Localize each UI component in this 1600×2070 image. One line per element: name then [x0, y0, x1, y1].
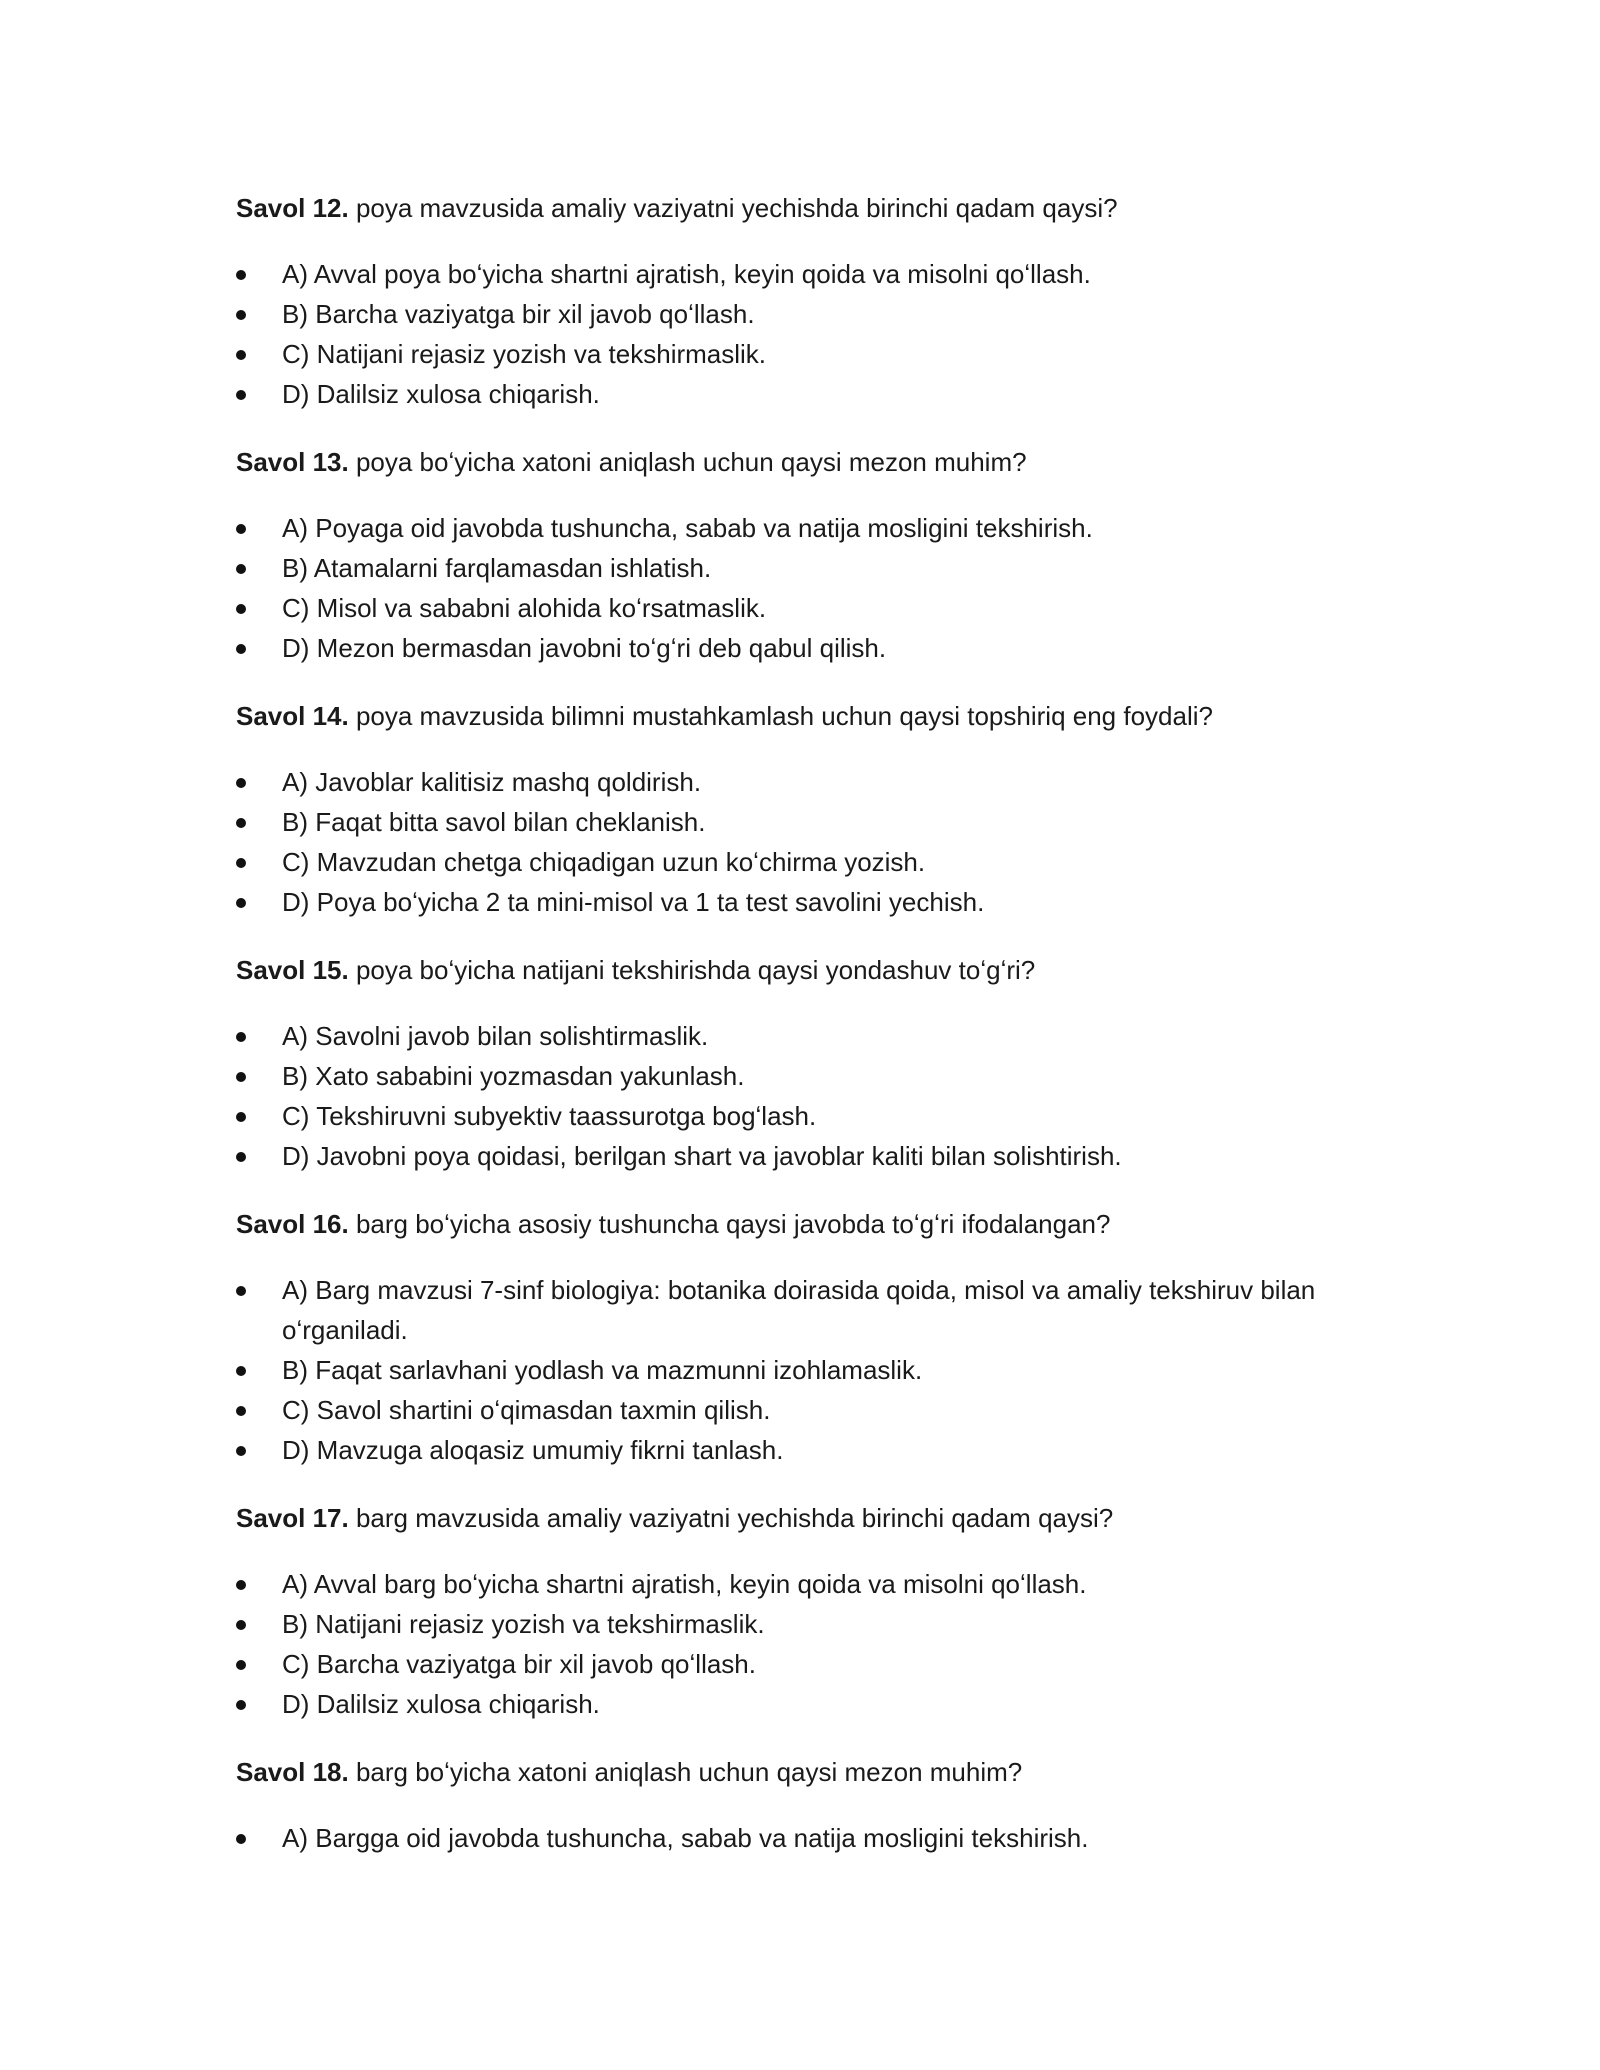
- bullet-icon: [236, 1700, 246, 1710]
- question-13: [236, 442, 1366, 668]
- question-15: [236, 950, 1366, 1176]
- question-text: poya mavzusida amaliy vaziyatni yechishda birinchi qadam qaysi?: [348, 193, 1118, 223]
- answer-list: [236, 1016, 1366, 1176]
- bullet-icon: [236, 270, 246, 280]
- answer-option: [236, 1136, 1366, 1176]
- question-label: Savol 13.: [236, 447, 349, 477]
- bullet-icon: [236, 1032, 246, 1042]
- question-label: Savol 18.: [236, 1757, 349, 1787]
- answer-text: D) Javobni poya qoidasi, berilgan shart va javoblar kaliti bilan solishtirish.: [282, 1141, 1122, 1171]
- question-18: [236, 1752, 1366, 1858]
- bullet-icon: [236, 1660, 246, 1670]
- question-text: barg mavzusida amaliy vaziyatni yechishda birinchi qadam qaysi?: [348, 1503, 1114, 1533]
- answer-option: [236, 374, 1366, 414]
- answer-option: [236, 1056, 1366, 1096]
- bullet-icon: [236, 350, 246, 360]
- answer-option: [236, 1430, 1366, 1470]
- answer-option: [236, 548, 1366, 588]
- answer-text: D) Dalilsiz xulosa chiqarish.: [282, 1689, 600, 1719]
- question-label: Savol 16.: [236, 1209, 349, 1239]
- bullet-icon: [236, 564, 246, 574]
- question-text: poya mavzusida bilimni mustahkamlash uchun qaysi topshiriq eng foydali?: [348, 701, 1213, 731]
- answer-option: [236, 628, 1366, 668]
- bullet-icon: [236, 818, 246, 828]
- question-title: [236, 696, 1366, 736]
- answer-text: B) Xato sababini yozmasdan yakunlash.: [282, 1061, 745, 1091]
- question-text: poya boʻyicha natijani tekshirishda qaysi yondashuv toʻgʻri?: [348, 955, 1036, 985]
- bullet-icon: [236, 1406, 246, 1416]
- answer-option: [236, 334, 1366, 374]
- answer-text: A) Barg mavzusi 7-sinf biologiya: botanika doirasida qoida, misol va amaliy tekshiruv bilan oʻrganiladi.: [282, 1275, 1316, 1345]
- answer-option: [236, 254, 1366, 294]
- bullet-icon: [236, 1620, 246, 1630]
- bullet-icon: [236, 524, 246, 534]
- question-text: barg boʻyicha xatoni aniqlash uchun qaysi mezon muhim?: [348, 1757, 1023, 1787]
- question-16: [236, 1204, 1366, 1470]
- bullet-icon: [236, 1580, 246, 1590]
- answer-option: [236, 1684, 1366, 1724]
- answer-option: [236, 1390, 1366, 1430]
- answer-text: D) Dalilsiz xulosa chiqarish.: [282, 379, 600, 409]
- question-label: Savol 14.: [236, 701, 349, 731]
- answer-text: C) Misol va sababni alohida koʻrsatmaslik.: [282, 593, 767, 623]
- bullet-icon: [236, 1112, 246, 1122]
- question-title: [236, 1752, 1366, 1792]
- answer-option: [236, 508, 1366, 548]
- answer-option: [236, 1096, 1366, 1136]
- bullet-icon: [236, 1072, 246, 1082]
- bullet-icon: [236, 778, 246, 788]
- document-page: [236, 188, 1366, 1886]
- answer-option: [236, 802, 1366, 842]
- answer-list: [236, 1270, 1366, 1470]
- question-12: [236, 188, 1366, 414]
- question-title: [236, 950, 1366, 990]
- answer-text: A) Avval poya boʻyicha shartni ajratish, keyin qoida va misolni qoʻllash.: [282, 259, 1091, 289]
- answer-text: C) Tekshiruvni subyektiv taassurotga bogʻlash.: [282, 1101, 817, 1131]
- question-14: [236, 696, 1366, 922]
- question-title: [236, 1204, 1366, 1244]
- answer-option: [236, 882, 1366, 922]
- answer-text: B) Atamalarni farqlamasdan ishlatish.: [282, 553, 712, 583]
- bullet-icon: [236, 604, 246, 614]
- answer-text: C) Mavzudan chetga chiqadigan uzun koʻchirma yozish.: [282, 847, 926, 877]
- answer-option: [236, 1818, 1366, 1858]
- answer-text: A) Savolni javob bilan solishtirmaslik.: [282, 1021, 709, 1051]
- answer-option: [236, 1270, 1366, 1350]
- answer-list: [236, 1564, 1366, 1724]
- answer-option: [236, 588, 1366, 628]
- answer-list: [236, 254, 1366, 414]
- answer-text: C) Natijani rejasiz yozish va tekshirmaslik.: [282, 339, 767, 369]
- answer-text: B) Faqat bitta savol bilan cheklanish.: [282, 807, 706, 837]
- answer-text: B) Natijani rejasiz yozish va tekshirmaslik.: [282, 1609, 765, 1639]
- answer-list: [236, 508, 1366, 668]
- bullet-icon: [236, 1366, 246, 1376]
- answer-option: [236, 842, 1366, 882]
- answer-option: [236, 1016, 1366, 1056]
- bullet-icon: [236, 1446, 246, 1456]
- question-title: [236, 1498, 1366, 1538]
- answer-text: A) Poyaga oid javobda tushuncha, sabab va natija mosligini tekshirish.: [282, 513, 1093, 543]
- answer-option: [236, 294, 1366, 334]
- question-title: [236, 188, 1366, 228]
- question-text: barg boʻyicha asosiy tushuncha qaysi javobda toʻgʻri ifodalangan?: [348, 1209, 1111, 1239]
- question-label: Savol 12.: [236, 193, 349, 223]
- bullet-icon: [236, 1152, 246, 1162]
- answer-option: [236, 762, 1366, 802]
- question-title: [236, 442, 1366, 482]
- answer-text: B) Faqat sarlavhani yodlash va mazmunni izohlamaslik.: [282, 1355, 923, 1385]
- bullet-icon: [236, 390, 246, 400]
- question-text: poya boʻyicha xatoni aniqlash uchun qaysi mezon muhim?: [348, 447, 1027, 477]
- question-17: [236, 1498, 1366, 1724]
- answer-text: C) Savol shartini oʻqimasdan taxmin qilish.: [282, 1395, 771, 1425]
- question-label: Savol 17.: [236, 1503, 349, 1533]
- bullet-icon: [236, 1834, 246, 1844]
- answer-list: [236, 1818, 1366, 1858]
- bullet-icon: [236, 858, 246, 868]
- bullet-icon: [236, 644, 246, 654]
- answer-list: [236, 762, 1366, 922]
- bullet-icon: [236, 1286, 246, 1296]
- answer-option: [236, 1350, 1366, 1390]
- answer-text: B) Barcha vaziyatga bir xil javob qoʻllash.: [282, 299, 755, 329]
- answer-text: D) Mavzuga aloqasiz umumiy fikrni tanlash.: [282, 1435, 784, 1465]
- answer-text: C) Barcha vaziyatga bir xil javob qoʻllash.: [282, 1649, 756, 1679]
- answer-option: [236, 1564, 1366, 1604]
- question-label: Savol 15.: [236, 955, 349, 985]
- answer-text: D) Mezon bermasdan javobni toʻgʻri deb qabul qilish.: [282, 633, 887, 663]
- answer-text: A) Bargga oid javobda tushuncha, sabab va natija mosligini tekshirish.: [282, 1823, 1089, 1853]
- bullet-icon: [236, 310, 246, 320]
- bullet-icon: [236, 898, 246, 908]
- answer-text: A) Avval barg boʻyicha shartni ajratish, keyin qoida va misolni qoʻllash.: [282, 1569, 1087, 1599]
- answer-text: D) Poya boʻyicha 2 ta mini-misol va 1 ta test savolini yechish.: [282, 887, 985, 917]
- answer-option: [236, 1644, 1366, 1684]
- answer-option: [236, 1604, 1366, 1644]
- answer-text: A) Javoblar kalitisiz mashq qoldirish.: [282, 767, 702, 797]
